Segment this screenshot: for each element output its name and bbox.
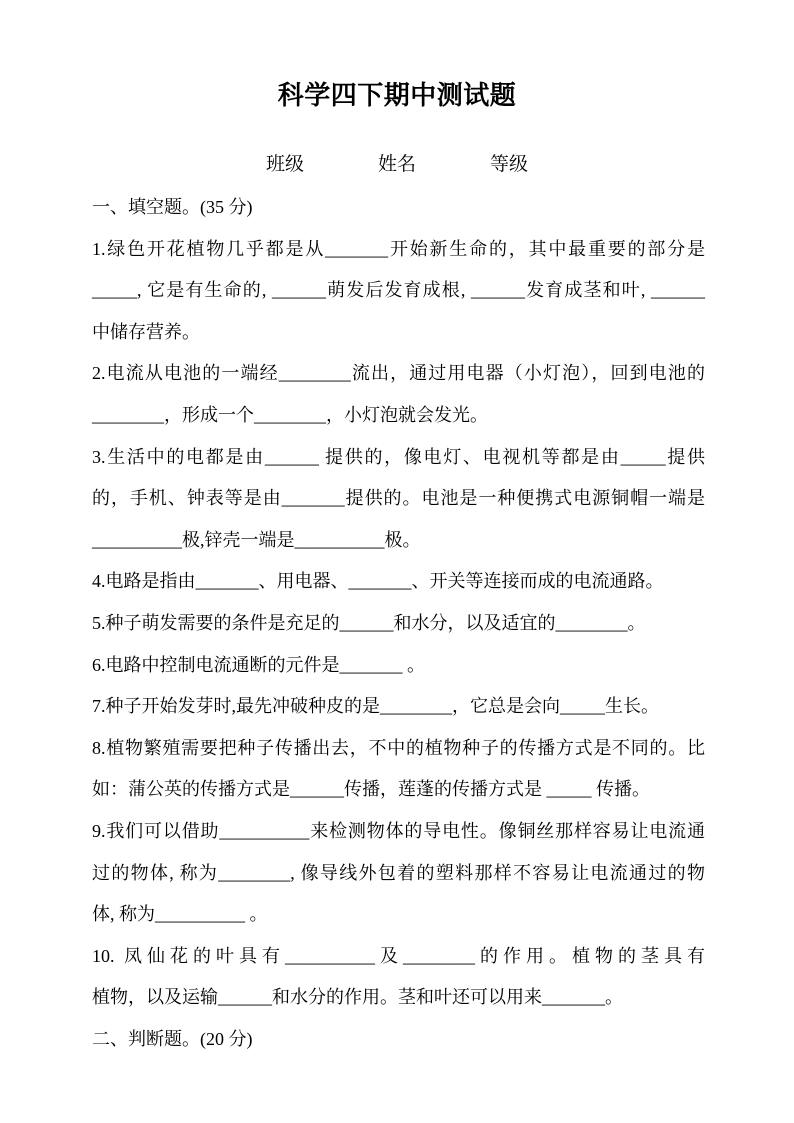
question-line: 10. 凤仙花的叶具有__________及________的作用。植物的茎具有 [92, 945, 705, 966]
question-10 [92, 936, 705, 1019]
question-line: _____, 它是有生命的, ______萌发后发育成根, ______发育成茎和叶, ______ [92, 280, 705, 301]
question-9 [92, 811, 705, 936]
question-line: 体, 称为__________ 。 [92, 904, 268, 925]
question-line: 如：蒲公英的传播方式是______传播，莲蓬的传播方式是 _____ 传播。 [92, 779, 650, 800]
question-line: ________，形成一个________，小灯泡就会发光。 [92, 404, 488, 425]
question-8 [92, 728, 705, 811]
question-line: __________极,锌壳一端是__________极。 [92, 529, 421, 550]
question-line: 5.种子萌发需要的条件是充足的______和水分，以及适宜的________。 [92, 612, 646, 633]
question-line: 的，手机、钟表等是由_______提供的。电池是一种便携式电源铜帽一端是 [92, 488, 705, 509]
exam-title: 科学四下期中测试题 [277, 81, 517, 110]
section-heading-true-false: 二、判断题。(20 分) [92, 1028, 253, 1049]
question-5 [92, 603, 705, 645]
question-1 [92, 229, 705, 354]
name-label: 姓名 [377, 154, 416, 175]
question-line: 7.种子开始发芽时,最先冲破种皮的是________，它总是会向_____生长。 [92, 696, 659, 717]
student-info-row [0, 150, 794, 180]
question-line: 9.我们可以借助__________来检测物体的导电性。像铜丝那样容易让电流通 [92, 820, 705, 841]
question-4 [92, 561, 705, 603]
question-line: 3.生活中的电都是由______ 提供的，像电灯、电视机等都是由_____提供 [92, 446, 705, 467]
question-line: 过的物体, 称为________, 像导线外包着的塑料那样不容易让电流通过的物 [92, 862, 705, 883]
question-line: 8.植物繁殖需要把种子传播出去，不中的植物种子的传播方式是不同的。比 [92, 737, 705, 758]
question-6 [92, 645, 705, 687]
class-label: 班级 [265, 154, 304, 175]
question-7 [92, 686, 705, 728]
section-heading-fill-in: 一、填空题。(35 分) [92, 197, 253, 217]
question-line: 6.电路中控制电流通断的元件是_______ 。 [92, 654, 425, 675]
question-2 [92, 353, 705, 436]
question-line: 植物，以及运输______和水分的作用。茎和叶还可以用来_______。 [92, 987, 623, 1008]
question-3 [92, 437, 705, 562]
question-line: 2.电流从电池的一端经________流出，通过用电器（小灯泡），回到电池的 [92, 363, 705, 384]
grade-label: 等级 [490, 154, 529, 175]
question-line: 1.绿色开花植物几乎都是从_______开始新生命的，其中最重要的部分是 [92, 238, 705, 259]
question-line: 4.电路是指由_______、用电器、_______、开关等连接而成的电流通路。 [92, 571, 664, 592]
question-line: 中储存营养。 [92, 321, 200, 342]
exam-body [92, 187, 705, 1060]
